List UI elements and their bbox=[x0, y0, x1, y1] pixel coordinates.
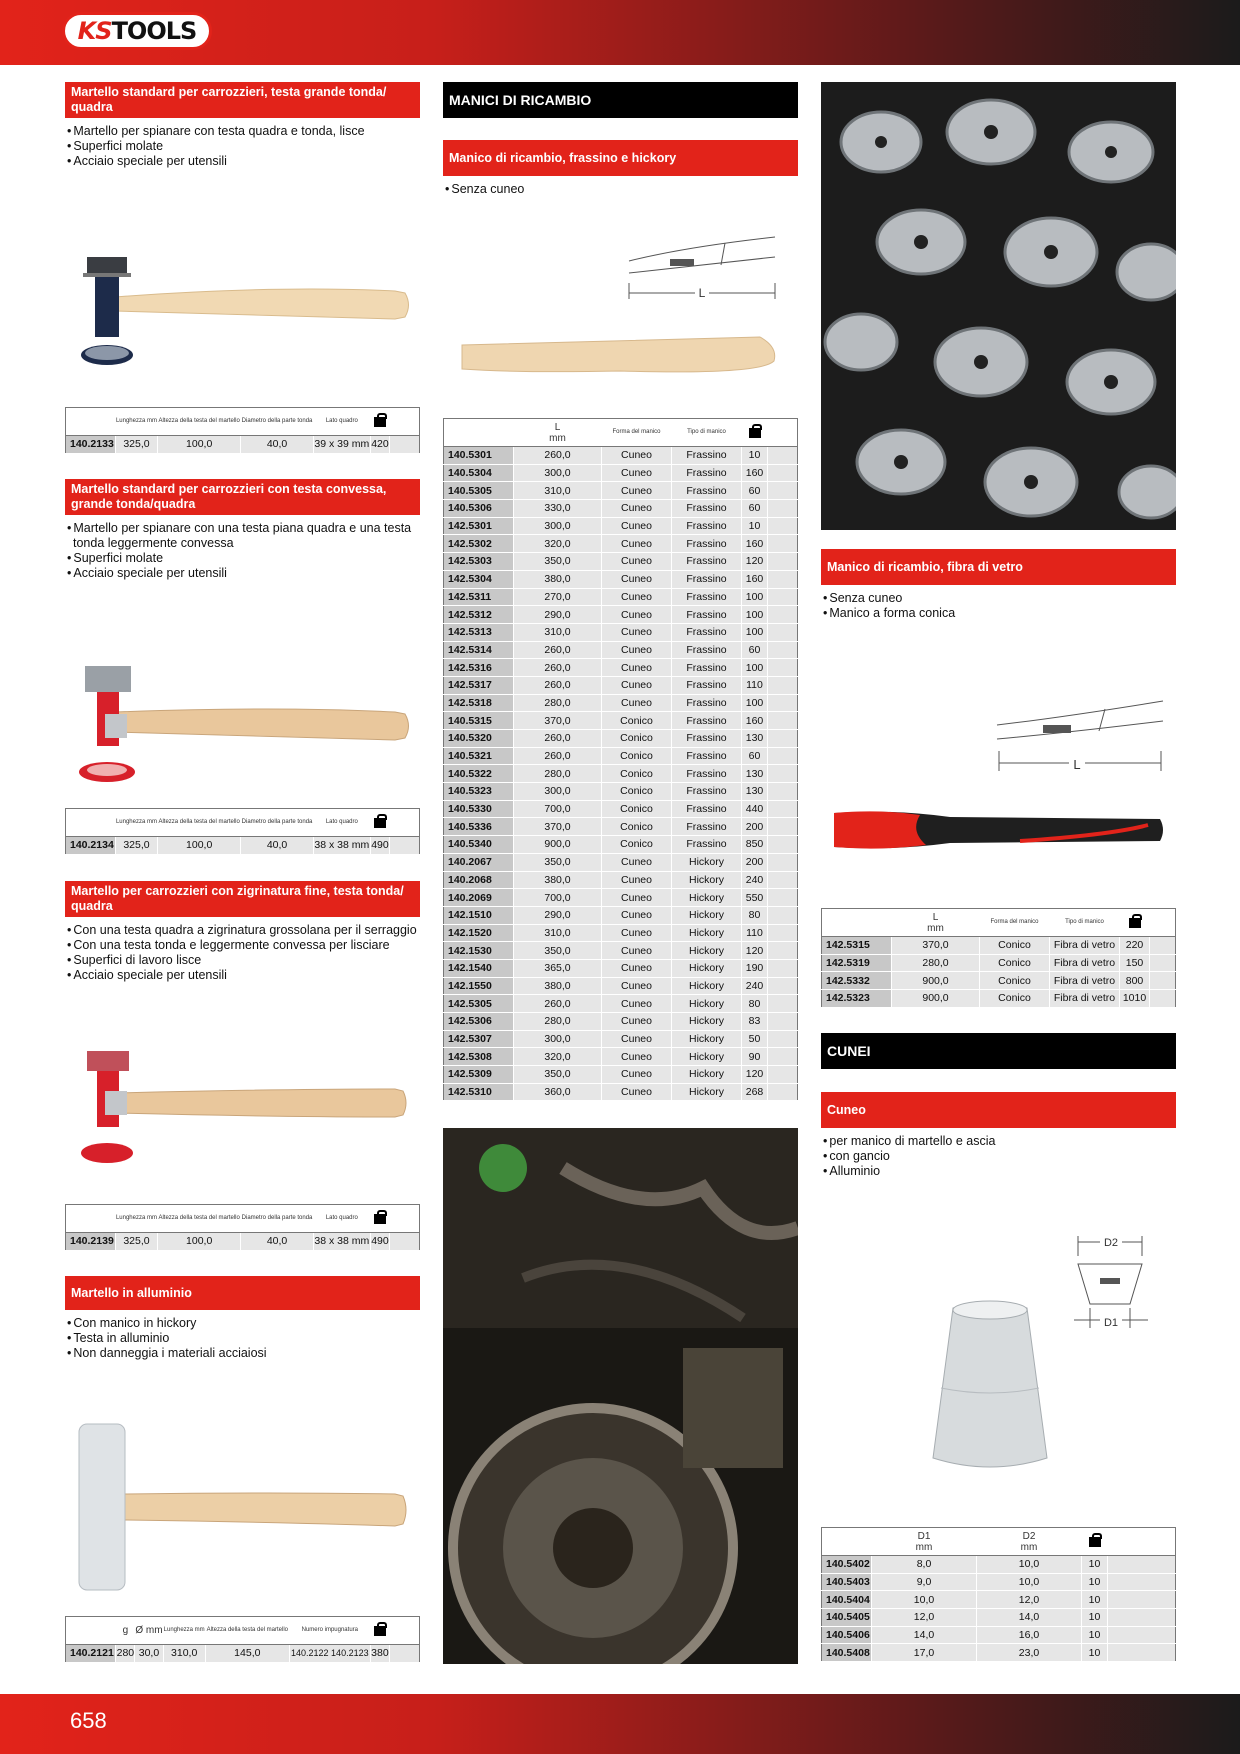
hammer-knurled-image bbox=[75, 1045, 410, 1175]
engine-clutch-photo bbox=[443, 1128, 798, 1664]
wedge-product-image bbox=[925, 1298, 1055, 1473]
fiberglass-dimension-drawing bbox=[995, 695, 1165, 775]
spec-table-140-2134: Lunghezza mm Altezza della testa del martello Diametro della parte tonda Lato quadro 140.2134 325,0 100,0 40,0 38 x 38 mm 490 bbox=[65, 808, 420, 855]
svg-text:L: L bbox=[698, 286, 706, 300]
table-row: 140.5315 370,0 Conico Frassino 160 bbox=[444, 712, 798, 730]
feature-item: • Alluminio bbox=[821, 1164, 1176, 1179]
table-row: 140.2134 325,0 100,0 40,0 38 x 38 mm 490 bbox=[66, 837, 420, 855]
table-row: 140.5408 17,0 23,0 10 bbox=[822, 1644, 1176, 1662]
table-row: 140.5322 280,0 Conico Frassino 130 bbox=[444, 765, 798, 783]
table-row: 142.5301 300,0 Cuneo Frassino 10 bbox=[444, 517, 798, 535]
hammer-aluminium-image bbox=[75, 1420, 410, 1595]
page-footer bbox=[0, 1694, 1240, 1754]
table-row: 140.5406 14,0 16,0 10 bbox=[822, 1626, 1176, 1644]
feature-list bbox=[821, 1134, 1176, 1179]
replacement-handles-section bbox=[443, 82, 798, 197]
handle-dimension-drawing bbox=[625, 233, 785, 303]
feature-list bbox=[65, 1316, 420, 1361]
product-140-2133 bbox=[65, 82, 420, 169]
table-row: 142.5310 360,0 Cuneo Hickory 268 bbox=[444, 1083, 798, 1101]
table-row: 140.5403 9,0 10,0 10 bbox=[822, 1573, 1176, 1591]
table-row: 142.1540 365,0 Cuneo Hickory 190 bbox=[444, 959, 798, 977]
feature-list bbox=[443, 182, 798, 197]
feature-item: • Superfici molate bbox=[65, 551, 420, 566]
hammer-plain-image bbox=[75, 245, 410, 375]
product-title: Martello in alluminio bbox=[65, 1276, 420, 1310]
table-row: 140.5330 700,0 Conico Frassino 440 bbox=[444, 800, 798, 818]
table-row: 140.2121 280 30,0 310,0 145,0 140.2122 140.2123 380 bbox=[66, 1645, 420, 1663]
feature-item: • Non danneggia i materiali acciaiosi bbox=[65, 1346, 420, 1361]
feature-item: • Testa in alluminio bbox=[65, 1331, 420, 1346]
product-title: Martello per carrozzieri con zigrinatura fine, testa tonda/ quadra bbox=[65, 881, 420, 917]
table-row: 140.2067 350,0 Cuneo Hickory 200 bbox=[444, 853, 798, 871]
table-row: 142.5313 310,0 Cuneo Frassino 100 bbox=[444, 623, 798, 641]
table-row: 140.5404 10,0 12,0 10 bbox=[822, 1591, 1176, 1609]
weight-icon bbox=[1089, 1533, 1101, 1547]
feature-list bbox=[65, 521, 420, 581]
fiberglass-handle-product bbox=[821, 549, 1176, 621]
section-title: MANICI DI RICAMBIO bbox=[443, 82, 798, 118]
feature-item: • Superfici di lavoro lisce bbox=[65, 953, 420, 968]
table-row: 142.1510 290,0 Cuneo Hickory 80 bbox=[444, 906, 798, 924]
table-row: 140.5340 900,0 Conico Frassino 850 bbox=[444, 836, 798, 854]
table-row: 140.5323 300,0 Conico Frassino 130 bbox=[444, 783, 798, 801]
product-title: Martello standard per carrozzieri, testa grande tonda/ quadra bbox=[65, 82, 420, 118]
table-row: 142.5302 320,0 Cuneo Frassino 160 bbox=[444, 535, 798, 553]
table-row: 140.5320 260,0 Conico Frassino 130 bbox=[444, 730, 798, 748]
table-row: 142.5318 280,0 Cuneo Frassino 100 bbox=[444, 694, 798, 712]
feature-item: • Acciaio speciale per utensili bbox=[65, 154, 420, 169]
feature-item: • Senza cuneo bbox=[821, 591, 1176, 606]
spec-table-140-2133: Lunghezza mm Altezza della testa del martello Diametro della parte tonda Lato quadro 140.2133 325,0 100,0 40,0 39 x 39 mm 420 bbox=[65, 407, 420, 454]
feature-item: • Acciaio speciale per utensili bbox=[65, 566, 420, 581]
brand-logo: KS TOOLS bbox=[62, 12, 212, 50]
product-title: Cuneo bbox=[821, 1092, 1176, 1128]
wedges-table: D1 mm D2 mm 140.5402 8,0 10,0 10 140.5403 9,0 10,0 10 140.5404 10,0 12,0 10 140.5405 12,0 14,0 10 140.5406 14,0 16,0 10 140.5408 17,0 23,0 10 bbox=[821, 1527, 1176, 1662]
table-row: 140.5306 330,0 Cuneo Frassino 60 bbox=[444, 500, 798, 518]
feature-item: • Acciaio speciale per utensili bbox=[65, 968, 420, 983]
feature-item: • con gancio bbox=[821, 1149, 1176, 1164]
product-140-2134 bbox=[65, 479, 420, 581]
handles-table: L mm Forma del manico Tipo di manico 140.5301 260,0 Cuneo Frassino 10 140.5304 300,0 Cuneo Frassino 160 140.5305 310,0 Cuneo Frassino 60 140.5306 330,0 Cuneo Frassino 60 142.5301 300,0 Cuneo Frassino 10 142.5302 320,0 Cuneo Frassino 160 142.5303 350,0 Cuneo Frassino 120 142.5304 380,0 Cuneo Frassino 160 142.5311 270,0 Cuneo Frassino 100 142.5312 290,0 Cuneo Frassino 100 142.5313 310,0 Cuneo Frassino 100 142.5314 260,0 Cuneo Frassino 60 142.5316 260,0 Cuneo Frassino 100 142.5317 260,0 Cuneo Frassino 110 142.5318 280,0 Cuneo Frassino 100 140.5315 370,0 Conico Frassino 160 140.5320 260,0 Conico Frassino 130 140.5321 260,0 Conico Frassino 60 140.5322 280,0 Conico Frassino 130 140.5323 300,0 Conico Frassino 130 140.5330 700,0 Conico Frassino 440 140.5336 370,0 Conico Frassino 200 140.5340 900,0 Conico Frassino 850 140.2067 350,0 Cuneo Hickory 200 140.2068 380,0 Cuneo Hickory 240 140.2069 700,0 Cuneo Hickory 550 142.1510 290,0 Cuneo Hickory 80 142.1520 310,0 Cuneo Hickory 110 142.1530 350,0 Cuneo Hickory 120 142.1540 365,0 Cuneo Hickory 190 142.1550 380,0 Cuneo Hickory 240 142.5305 260,0 Cuneo Hickory 80 142.5306 280,0 Cuneo Hickory 83 142.5307 300,0 Cuneo Hickory 50 142.5308 320,0 Cuneo Hickory 90 142.5309 350,0 Cuneo Hickory 120 142.5310 360,0 Cuneo Hickory 268 bbox=[443, 418, 798, 1101]
product-140-2121 bbox=[65, 1276, 420, 1361]
table-row: 142.5304 380,0 Cuneo Frassino 160 bbox=[444, 570, 798, 588]
svg-text:L: L bbox=[1073, 757, 1081, 772]
page-header bbox=[0, 0, 1240, 65]
spec-table-140-2121: g Ø mm Lunghezza mm Altezza della testa del martello Numero impugnatura 140.2121 280 30,0 310,0 145,0 140.2122 140.2123 380 bbox=[65, 1616, 420, 1663]
wood-handle-image bbox=[460, 335, 780, 380]
feature-item: • Manico a forma conica bbox=[821, 606, 1176, 621]
table-row: 142.5307 300,0 Cuneo Hickory 50 bbox=[444, 1030, 798, 1048]
weight-icon bbox=[1129, 914, 1141, 928]
table-row: 142.5303 350,0 Cuneo Frassino 120 bbox=[444, 553, 798, 571]
hammer-convex-image bbox=[75, 660, 410, 790]
table-row: 140.5304 300,0 Cuneo Frassino 160 bbox=[444, 464, 798, 482]
feature-item: • Con una testa quadra a zigrinatura grossolana per il serraggio bbox=[65, 923, 420, 938]
svg-text:D1: D1 bbox=[1103, 1317, 1119, 1329]
table-row: 142.5305 260,0 Cuneo Hickory 80 bbox=[444, 995, 798, 1013]
weight-icon bbox=[749, 424, 761, 438]
spec-table-140-2139: Lunghezza mm Altezza della testa del martello Diametro della parte tonda Lato quadro 140.2139 325,0 100,0 40,0 38 x 38 mm 490 bbox=[65, 1204, 420, 1251]
feature-item: • Con manico in hickory bbox=[65, 1316, 420, 1331]
feature-list bbox=[65, 124, 420, 169]
product-title: Martello standard per carrozzieri con testa convessa, grande tonda/quadra bbox=[65, 479, 420, 515]
fiberglass-table: L mm Forma del manico Tipo di manico 142.5315 370,0 Conico Fibra di vetro 220 142.5319 280,0 Conico Fibra di vetro 150 142.5332 900,0 Conico Fibra di vetro 800 142.5323 900,0 Conico Fibra di vetro 1010 bbox=[821, 908, 1176, 1008]
table-row: 142.5311 270,0 Cuneo Frassino 100 bbox=[444, 588, 798, 606]
table-row: 140.5405 12,0 14,0 10 bbox=[822, 1609, 1176, 1627]
product-title: Manico di ricambio, frassino e hickory bbox=[443, 140, 798, 176]
weight-icon bbox=[374, 1622, 386, 1636]
page-number: 658 bbox=[70, 1708, 107, 1733]
fiberglass-handle-image bbox=[830, 805, 1170, 855]
table-row: 142.5316 260,0 Cuneo Frassino 100 bbox=[444, 659, 798, 677]
table-row: 142.5312 290,0 Cuneo Frassino 100 bbox=[444, 606, 798, 624]
product-140-2139 bbox=[65, 881, 420, 983]
table-row: 140.5402 8,0 10,0 10 bbox=[822, 1556, 1176, 1574]
table-row: 142.5319 280,0 Conico Fibra di vetro 150 bbox=[822, 954, 1176, 972]
table-row: 142.5323 900,0 Conico Fibra di vetro 1010 bbox=[822, 990, 1176, 1008]
table-row: 142.1550 380,0 Cuneo Hickory 240 bbox=[444, 977, 798, 995]
feature-item: • Senza cuneo bbox=[443, 182, 798, 197]
svg-text:D2: D2 bbox=[1103, 1237, 1119, 1249]
feature-item: • Martello per spianare con una testa piana quadra e una testa tonda leggermente convessa bbox=[65, 521, 420, 551]
product-title: Manico di ricambio, fibra di vetro bbox=[821, 549, 1176, 585]
feature-list bbox=[821, 591, 1176, 621]
table-row: 142.5309 350,0 Cuneo Hickory 120 bbox=[444, 1066, 798, 1084]
table-row: 140.2068 380,0 Cuneo Hickory 240 bbox=[444, 871, 798, 889]
table-row: 142.5308 320,0 Cuneo Hickory 90 bbox=[444, 1048, 798, 1066]
table-row: 142.1530 350,0 Cuneo Hickory 120 bbox=[444, 942, 798, 960]
table-row: 140.5301 260,0 Cuneo Frassino 10 bbox=[444, 447, 798, 465]
table-row: 140.5321 260,0 Conico Frassino 60 bbox=[444, 747, 798, 765]
table-row: 140.5336 370,0 Conico Frassino 200 bbox=[444, 818, 798, 836]
wedges-section bbox=[821, 1033, 1176, 1179]
table-row: 140.2133 325,0 100,0 40,0 39 x 39 mm 420 bbox=[66, 436, 420, 454]
wedge-dimension-drawing bbox=[1070, 1232, 1170, 1352]
table-row: 140.5305 310,0 Cuneo Frassino 60 bbox=[444, 482, 798, 500]
table-row: 142.5306 280,0 Cuneo Hickory 83 bbox=[444, 1013, 798, 1031]
feature-list bbox=[65, 923, 420, 983]
table-row: 140.2139 325,0 100,0 40,0 38 x 38 mm 490 bbox=[66, 1233, 420, 1251]
table-row: 142.1520 310,0 Cuneo Hickory 110 bbox=[444, 924, 798, 942]
feature-item: • Superfici molate bbox=[65, 139, 420, 154]
wedges-pile-photo bbox=[821, 82, 1176, 530]
section-title: CUNEI bbox=[821, 1033, 1176, 1069]
table-row: 140.2069 700,0 Cuneo Hickory 550 bbox=[444, 889, 798, 907]
weight-icon bbox=[374, 413, 386, 427]
table-row: 142.5317 260,0 Cuneo Frassino 110 bbox=[444, 676, 798, 694]
feature-item: • Martello per spianare con testa quadra e tonda, lisce bbox=[65, 124, 420, 139]
feature-item: • Con una testa tonda e leggermente convessa per lisciare bbox=[65, 938, 420, 953]
feature-item: • per manico di martello e ascia bbox=[821, 1134, 1176, 1149]
table-row: 142.5314 260,0 Cuneo Frassino 60 bbox=[444, 641, 798, 659]
weight-icon bbox=[374, 814, 386, 828]
weight-icon bbox=[374, 1210, 386, 1224]
table-row: 142.5315 370,0 Conico Fibra di vetro 220 bbox=[822, 937, 1176, 955]
table-row: 142.5332 900,0 Conico Fibra di vetro 800 bbox=[822, 972, 1176, 990]
